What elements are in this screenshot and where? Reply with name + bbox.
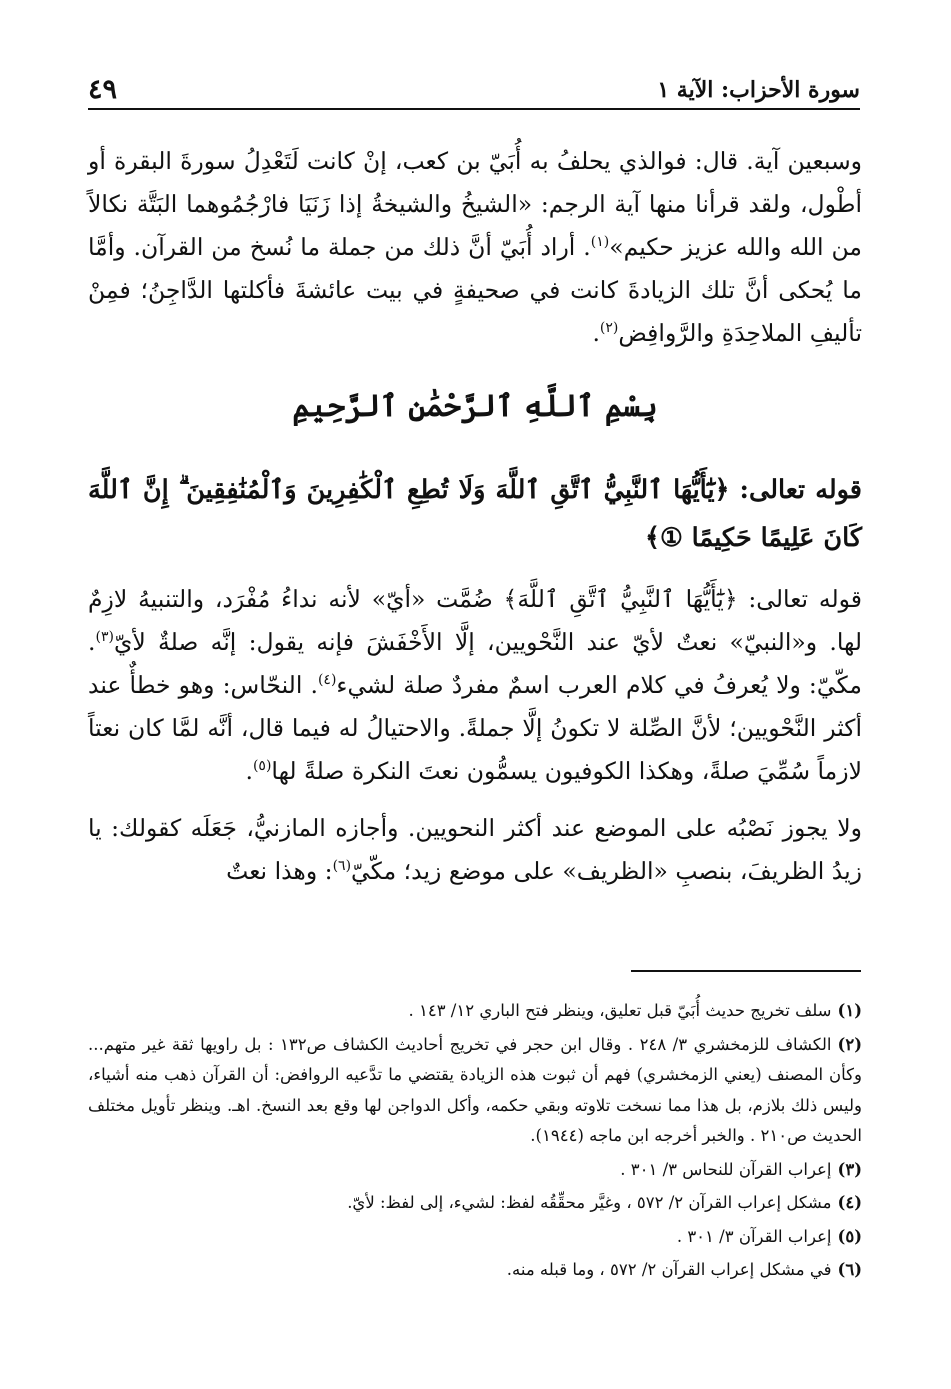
paragraph-1 [88, 140, 862, 355]
footnote-number: (٣) [837, 1159, 862, 1179]
basmala: بِسْمِ ٱللَّهِ ٱلرَّحْمَٰنِ ٱلرَّحِيمِ [292, 389, 658, 424]
paragraph-3-text-a: ولا يجوز نَصْبُه على الموضع عند أكثر النحويين. وأجازه المازنيُّ، جَعَلَه كقولك: يا زيدُ الظريفَ، بنصبِ «الظريف» على موضع زيد؛ مكّيّ [88, 814, 862, 885]
main-text [88, 140, 862, 893]
footnote-ref-3: (٣) [95, 629, 114, 646]
page-header [88, 64, 860, 110]
footnote-text: سلف تخريج حديث أُبَيّ قبل تعليق، وينظر فتح الباري ١٢/ ١٤٣ . [408, 1001, 832, 1020]
footnote-1 [88, 996, 862, 1027]
paragraph-2-text-b: . مكّيّ: ولا يُعرفُ في كلام العرب اسمٌ مفردٌ صلة لشيء [88, 628, 863, 699]
footnote-text: إعراب القرآن ٣/ ٣٠١ . [676, 1226, 832, 1246]
running-title: سورة الأحزاب: الآية ١ [657, 77, 860, 103]
footnote-text: الكشاف للزمخشري ٣/ ٢٤٨ . وقال ابن حجر في تخريج أحاديث الكشاف ص١٣٢ : بل راويها ثقة غير متهم... وكأن المصنف (يعني الزمخشري) فهم أن ثبوت هذه الزيادة يقتضي ما تدَّعيه الروافض: أن القرآن ذهب منه أشياء، وليس ذلك بلازم، بل هذا مما نسخت تلاوته وبقي حكمه، وأكل الدواجن لها وقع بعد النسخ. اهـ. وينظر تأويل مختلف الحديث ص٢١٠ . والخبر أخرجه ابن ماجه (١٩٤٤). [88, 1034, 862, 1145]
footnote-ref-4: (٤) [317, 672, 337, 689]
footnote-ref-2: (٢) [599, 320, 619, 337]
paragraph-2-text-c: . النحّاس: وهو خطأٌ عند أكثر النَّحْويين؛ لأنَّ الصِّلة لا تكونُ إلَّا جملةً. والاحتيالُ له فيما قال، أنَّه لمَّا كان نعتاً لازماً سُمِّيَ صلةً، وهكذا الكوفيون يسمُّون نعتَ النكرة صلةً لها [88, 671, 862, 785]
footnote-4 [88, 1188, 862, 1219]
footnote-text: في مشكل إعراب القرآن ٢/ ٥٧٢ ، وما قبله منه. [506, 1260, 832, 1279]
paragraph-3-text-b: : وهذا نعتٌ [226, 857, 333, 885]
paragraph-3 [88, 807, 862, 893]
footnote-text: إعراب القرآن للنحاس ٣/ ٣٠١ . [620, 1159, 832, 1179]
paragraph-1-text-a: وسبعين آية. قال: فوالذي يحلفُ به أُبَيّ بن كعب، إنْ كانت لَتَعْدِلُ سورةَ البقرة أو أطْول، ولقد قرأنا منها آية الرجم: «الشيخُ والشيخةُ إذا زَنَيَا فارْجُمُوهما البَتَّة نكالاً من الله والله عزيز حكيم» [88, 147, 862, 261]
footnote-number: (٢) [837, 1034, 863, 1054]
footnote-3 [88, 1155, 862, 1186]
paragraph-2-end: . [245, 757, 253, 785]
footnote-number: (٥) [837, 1226, 862, 1246]
page-number: ٤٩ [88, 74, 118, 105]
paragraph-2 [88, 578, 862, 793]
footnote-number: (١) [837, 1001, 862, 1020]
footnote-number: (٦) [837, 1260, 862, 1279]
footnote-6 [88, 1255, 862, 1286]
paragraph-2-text-a: قوله تعالى: ﴿يَٰٓأَيُّهَا ٱلنَّبِيُّ ٱتَّقِ ٱللَّهَ﴾ ضُمَّت «أيّ» لأنه نداءُ مُفْرَد، والتنبيهُ لازِمٌ لها. و«النبيّ» نعتٌ لأيّ عند النَّحْويين، إلَّا الأَخْفَشَ فإنه يقول: إنَّه صلةٌ لأيّ [88, 585, 862, 656]
paragraph-1-end: . [592, 319, 600, 347]
footnote-ref-1: (١) [590, 234, 610, 251]
footnote-ref-5: (٥) [252, 758, 272, 775]
paragraph-1-text-b: . أراد أُبَيّ أنَّ ذلك من جملة ما نُسخ من القرآن. وأمَّا ما يُحكى أنَّ تلك الزيادةَ كانت في صحيفةٍ في بيت عائشةَ فأكلتها الدَّاجِنُ؛ فمِنْ تأليفِ الملاحِدَةِ والرَّوافِض [88, 233, 862, 347]
verse-lead: قوله تعالى: [739, 475, 862, 505]
quran-verse [88, 466, 862, 562]
footnote-ref-6: (٦) [332, 858, 352, 875]
verse-text: ﴿يَٰٓأَيُّهَا ٱلنَّبِيُّ ٱتَّقِ ٱللَّهَ وَلَا تُطِعِ ٱلْكَٰفِرِينَ وَٱلْمُنَٰفِقِينَ ۗ إِنَّ ٱللَّهَ كَانَ عَلِيمًا حَكِيمًا ①﴾ [88, 475, 862, 553]
footnotes [88, 996, 862, 1289]
footnote-2 [88, 1030, 862, 1152]
footnote-separator [631, 970, 861, 972]
footnote-5 [88, 1222, 862, 1253]
footnote-text: مشكل إعراب القرآن ٢/ ٥٧٢ ، وغيَّر محقِّقُه لفظ: لشيء، إلى لفظ: لأيّ. [347, 1193, 832, 1212]
footnote-number: (٤) [837, 1193, 862, 1212]
